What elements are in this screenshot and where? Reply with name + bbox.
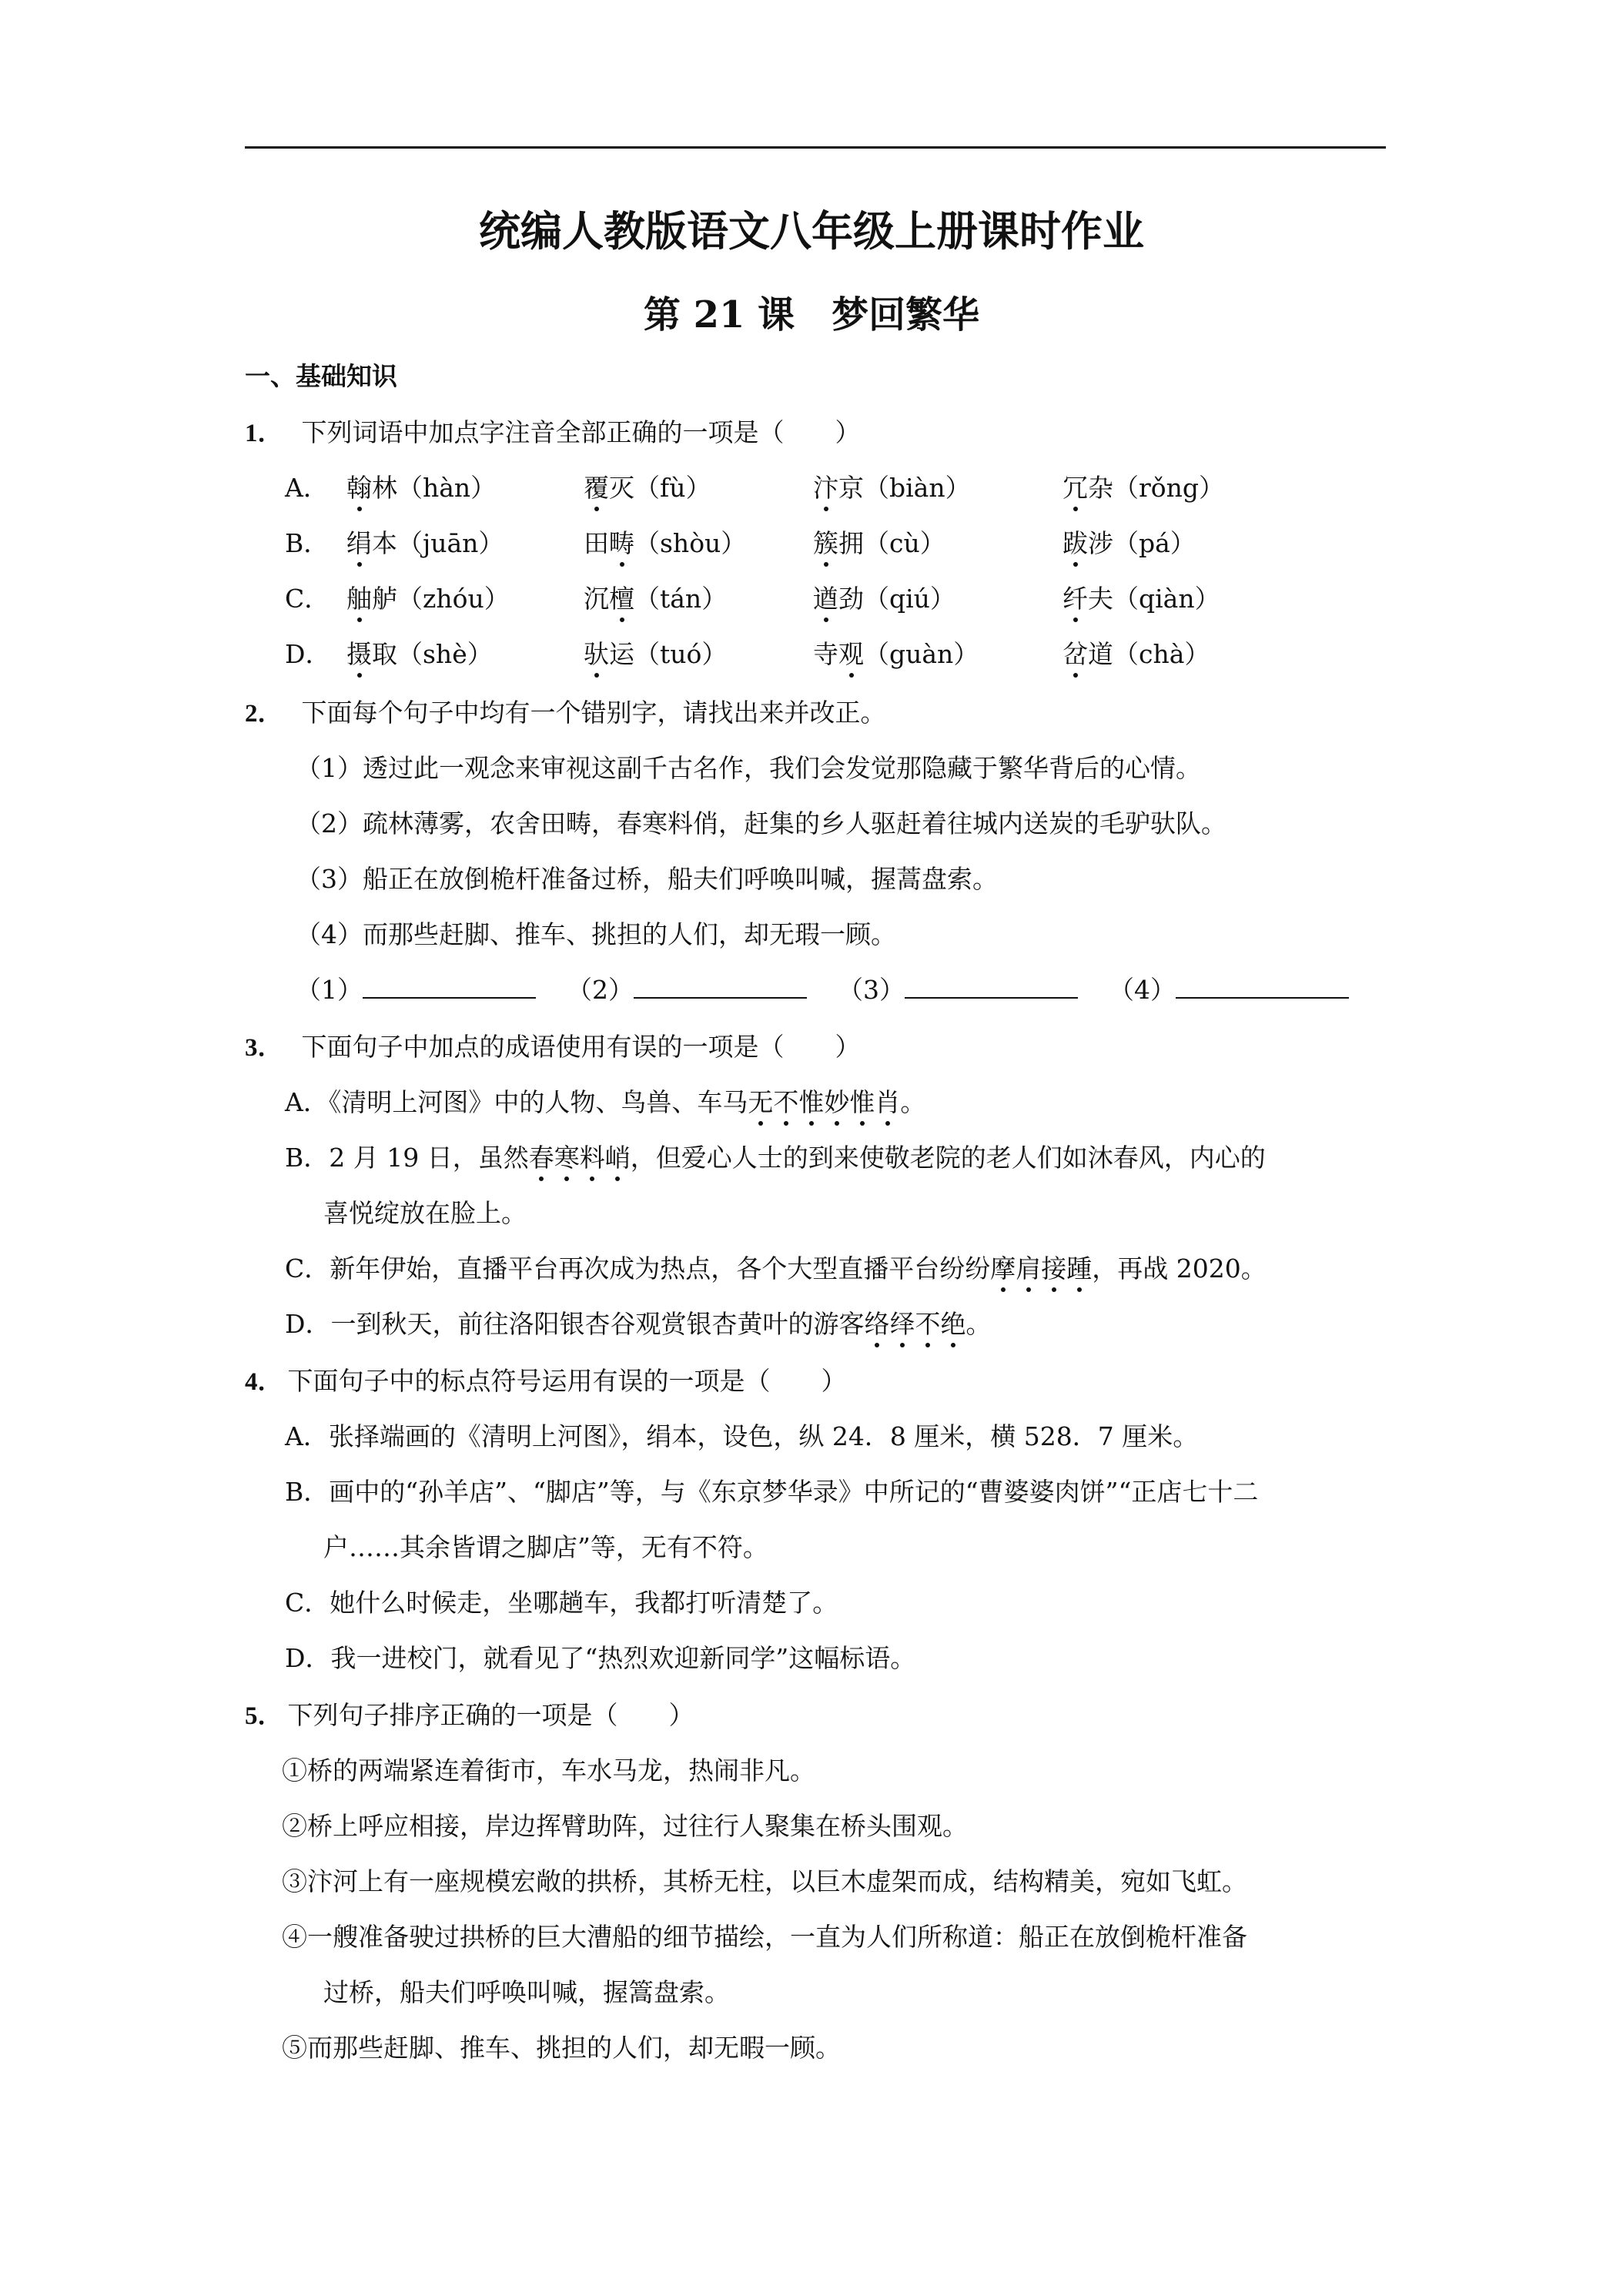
q1-word: [346, 582, 510, 616]
option-text: 她什么时候走，坐哪趟车，我都打听清楚了。: [330, 1588, 838, 1618]
dotted-character: 料: [580, 1141, 605, 1175]
option-text: ，再战 2020。: [1092, 1253, 1267, 1284]
word-part: 劲（qiú）: [838, 584, 955, 614]
dotted-character: 簇: [813, 527, 838, 561]
dotted-character: 摄: [346, 638, 372, 671]
q1-option-label: D．: [285, 639, 331, 669]
q2-blank-1[interactable]: [363, 974, 536, 999]
word-part: 道（chà）: [1088, 639, 1210, 669]
q2-number: 2．: [245, 700, 283, 728]
q1-word: [813, 638, 979, 671]
dotted-character: 春: [529, 1141, 554, 1175]
word-part: 夫（qiàn）: [1088, 584, 1220, 614]
dotted-character: 驮: [584, 638, 609, 671]
dotted-character: 惟: [849, 1086, 875, 1120]
q1-word: [584, 582, 727, 616]
word-part: 田: [584, 528, 609, 558]
q3-option-b-cont: 喜悦绽放在脸上。: [323, 1198, 527, 1228]
word-part: 拥（cù）: [838, 528, 945, 558]
document-title: 统编人教版语文八年级上册课时作业: [479, 206, 1144, 256]
word-part: 涉（pá）: [1088, 528, 1196, 558]
q1-word: [346, 527, 504, 561]
q1-option-label: A．: [285, 473, 329, 503]
word-part: 舻（zhóu）: [372, 584, 510, 614]
dotted-character: 峭: [605, 1141, 631, 1175]
dotted-character: 跋: [1062, 527, 1088, 561]
q4-option-d: [285, 1642, 915, 1675]
q1-word: [813, 527, 945, 561]
q5-item-5: ⑤而那些赶脚、推车、挑担的人们，却无暇一顾。: [282, 2033, 841, 2063]
word-part: 取（shè）: [372, 639, 493, 669]
dotted-character: 汴: [813, 471, 838, 505]
dotted-character: 摩: [990, 1252, 1016, 1286]
q4-option-a: [285, 1420, 1198, 1454]
q5-stem: [245, 1699, 694, 1733]
option-label: A．: [285, 1087, 329, 1117]
q2-blank-label-1: （1）: [296, 975, 363, 1005]
dotted-character: 惟: [798, 1086, 824, 1120]
q5-item-1: ①桥的两端紧连着街市，车水马龙，热闹非凡。: [282, 1755, 815, 1786]
option-text: 。: [900, 1087, 926, 1117]
q1-option-label: B．: [285, 528, 330, 558]
dotted-character: 观: [838, 638, 864, 671]
dotted-character: 畴: [609, 527, 634, 561]
q1-option-label: C．: [285, 584, 330, 614]
option-label: D．: [285, 1309, 331, 1339]
q5-item-2: ②桥上呼应相接，岸边挥臂助阵，过往行人聚集在桥头围观。: [282, 1811, 968, 1841]
option-label: C．: [285, 1588, 330, 1618]
q4-option-b-cont: 户……其余皆谓之脚店”等，无有不符。: [323, 1532, 768, 1562]
q2-sentence-4: （4）而那些赶脚、推车、挑担的人们，却无瑕一顾。: [296, 919, 896, 949]
q5-number: 5．: [245, 1702, 283, 1730]
dotted-character: 檀: [609, 582, 634, 616]
dotted-character: 不: [773, 1086, 798, 1120]
option-label: D．: [285, 1643, 331, 1673]
q1-stem: [245, 416, 861, 450]
dotted-character: 络: [864, 1307, 889, 1341]
dotted-character: 覆: [584, 471, 609, 505]
option-text: 2 月 19 日，虽然: [329, 1143, 529, 1173]
q1-word: [584, 638, 727, 671]
word-part: 本（juān）: [372, 528, 504, 558]
word-part: （tán）: [634, 584, 728, 614]
q1-text: 下列词语中加点字注音全部正确的一项是（ ）: [301, 417, 861, 447]
q4-text: 下面句子中的标点符号运用有误的一项是（ ）: [287, 1366, 847, 1396]
option-text: 画中的“孙羊店”、“脚店”等，与《东京梦华录》中所记的“曹婆婆肉饼”“正店七十二: [329, 1477, 1259, 1507]
q4-number: 4．: [245, 1368, 283, 1396]
section-heading: 一、基础知识: [245, 361, 397, 391]
dotted-character: 冗: [1062, 471, 1088, 505]
q3-option-d: [285, 1307, 991, 1341]
option-text: 一到秋天，前往洛阳银杏谷观赏银杏黄叶的游客: [330, 1309, 865, 1339]
q5-item-3: ③汴河上有一座规模宏敞的拱桥，其桥无柱，以巨木虚架而成，结构精美，宛如飞虹。: [282, 1866, 1247, 1896]
q5-text: 下列句子排序正确的一项是（ ）: [287, 1700, 694, 1730]
q2-sentence-3: （3）船正在放倒桅杆准备过桥，船夫们呼唤叫喊，握蒿盘索。: [296, 864, 998, 894]
word-part: 京（biàn）: [838, 473, 971, 503]
dotted-idiom: [529, 1143, 631, 1173]
q1-word: [1062, 471, 1224, 505]
q2-sentence-1: （1）透过此一观念来审视这副千古名作，我们会发觉那隐藏于繁华背后的心情。: [296, 753, 1201, 783]
word-part: 灭（fù）: [609, 473, 711, 503]
dotted-character: 纤: [1062, 582, 1088, 616]
q2-blank-3[interactable]: [905, 974, 1078, 999]
option-text: 我一进校门，就看见了“热烈欢迎新同学”这幅标语。: [330, 1643, 916, 1673]
q2-blank-2[interactable]: [634, 974, 807, 999]
lesson-title: 第 21 课 梦回繁华: [643, 293, 980, 336]
q2-blank-label-3: （3）: [838, 975, 905, 1005]
option-label: C．: [285, 1253, 330, 1284]
dotted-character: 舳: [346, 582, 372, 616]
q2-answer-row: [296, 973, 1349, 1007]
option-label: A．: [285, 1421, 329, 1451]
q1-word: [584, 527, 746, 561]
q2-blank-4[interactable]: [1176, 974, 1349, 999]
word-part: 杂（rǒng）: [1088, 473, 1225, 503]
word-part: 寺: [813, 639, 838, 669]
dotted-character: 绎: [889, 1307, 915, 1341]
q3-number: 3．: [245, 1034, 283, 1062]
q1-word: [584, 471, 711, 505]
q2-text: 下面每个句子中均有一个错别字，请找出来并改正。: [301, 698, 886, 728]
option-text: 张择端画的《清明上河图》，绢本，设色，纵 24．8 厘米，横 528．7 厘米。: [328, 1421, 1199, 1451]
q1-word: [813, 471, 971, 505]
dotted-idiom: [748, 1087, 900, 1117]
top-rule: [245, 146, 1386, 149]
q5-item-4: ④一艘准备驶过拱桥的巨大漕船的细节描绘，一直为人们所称道：船正在放倒桅杆准备: [282, 1922, 1247, 1952]
q4-option-c: [285, 1586, 838, 1620]
dotted-character: 绝: [940, 1307, 965, 1341]
option-text: ，但爱心人士的到来使敬老院的老人们如沐春风，内心的: [630, 1143, 1266, 1173]
q3-option-b: [285, 1141, 1266, 1175]
dotted-character: 绢: [346, 527, 372, 561]
word-part: 运（tuó）: [609, 639, 728, 669]
q5-item-4-cont: 过桥，船夫们呼唤叫喊，握篙盘索。: [323, 1977, 730, 2007]
dotted-character: 妙: [824, 1086, 849, 1120]
dotted-character: 踵: [1066, 1252, 1092, 1286]
q3-stem: [245, 1030, 861, 1065]
q1-word: [1062, 527, 1196, 561]
q1-word: [346, 471, 496, 505]
q1-word: [346, 638, 493, 671]
q3-text: 下面句子中加点的成语使用有误的一项是（ ）: [301, 1032, 861, 1062]
dotted-character: 岔: [1062, 638, 1088, 671]
word-part: 沉: [584, 584, 609, 614]
dotted-character: 肖: [875, 1086, 900, 1120]
q2-blank-label-2: （2）: [567, 975, 634, 1005]
dotted-idiom: [864, 1309, 965, 1339]
option-label: B．: [285, 1477, 330, 1507]
dotted-character: 不: [915, 1307, 940, 1341]
q1-number: 1．: [245, 420, 283, 447]
q1-word: [1062, 638, 1210, 671]
dotted-character: 无: [748, 1086, 773, 1120]
q1-word: [813, 582, 955, 616]
option-text: 《清明上河图》中的人物、鸟兽、车马: [328, 1087, 748, 1117]
q2-stem: [245, 696, 886, 731]
option-text: 新年伊始，直播平台再次成为热点，各个大型直播平台纷纷: [330, 1253, 991, 1284]
q4-option-b: [285, 1475, 1258, 1509]
q2-blank-label-4: （4）: [1109, 975, 1176, 1005]
dotted-character: 接: [1041, 1252, 1066, 1286]
dotted-character: 肩: [1016, 1252, 1041, 1286]
q4-stem: [245, 1364, 847, 1399]
word-part: 林（hàn）: [372, 473, 497, 503]
q3-option-c: [285, 1252, 1267, 1286]
word-part: （shòu）: [634, 528, 747, 558]
option-label: B．: [285, 1143, 330, 1173]
word-part: （guàn）: [864, 639, 979, 669]
dotted-character: 遒: [813, 582, 838, 616]
option-text: 。: [965, 1309, 992, 1339]
q2-sentence-2: （2）疏林薄雾，农舍田畴，春寒料俏，赶集的乡人驱赶着往城内送炭的毛驴驮队。: [296, 808, 1226, 838]
dotted-character: 翰: [346, 471, 372, 505]
dotted-character: 寒: [554, 1141, 580, 1175]
q1-word: [1062, 582, 1220, 616]
q3-option-a: [285, 1086, 925, 1120]
dotted-idiom: [990, 1253, 1092, 1284]
